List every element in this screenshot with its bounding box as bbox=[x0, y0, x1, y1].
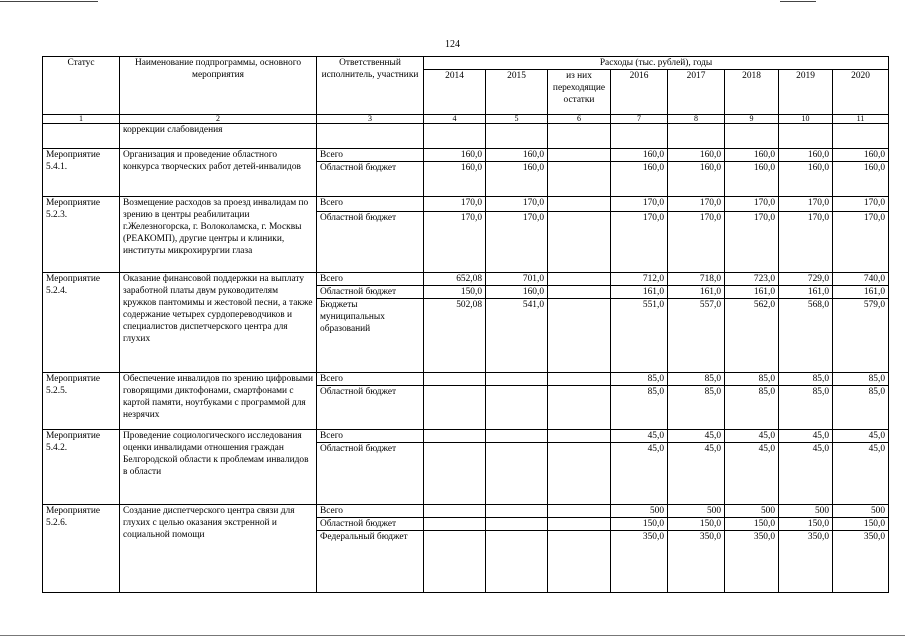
continuation-cell bbox=[611, 124, 668, 149]
header-year: 2020 bbox=[833, 70, 889, 115]
value-cell: 45,0 bbox=[611, 443, 668, 505]
value-cell: 500 bbox=[611, 505, 668, 518]
value-cell bbox=[548, 162, 611, 197]
value-cell bbox=[424, 505, 486, 518]
value-cell: 161,0 bbox=[611, 286, 668, 299]
value-cell: 170,0 bbox=[725, 197, 779, 212]
value-cell: 712,0 bbox=[611, 273, 668, 286]
header-year: 2018 bbox=[725, 70, 779, 115]
value-cell: 85,0 bbox=[725, 373, 779, 386]
value-cell bbox=[548, 430, 611, 443]
value-cell: 500 bbox=[833, 505, 889, 518]
header-year: 2016 bbox=[611, 70, 668, 115]
value-cell: 161,0 bbox=[725, 286, 779, 299]
continuation-row bbox=[43, 124, 889, 149]
column-number: 7 bbox=[611, 115, 668, 124]
value-cell: 500 bbox=[779, 505, 833, 518]
value-cell: 170,0 bbox=[424, 212, 486, 273]
value-cell: 350,0 bbox=[833, 531, 889, 593]
value-cell bbox=[548, 299, 611, 373]
table-row bbox=[43, 273, 889, 286]
page-number: 124 bbox=[445, 39, 460, 50]
row-status: Мероприятие 5.4.2. bbox=[43, 430, 120, 505]
value-cell: 160,0 bbox=[833, 162, 889, 197]
value-cell bbox=[548, 443, 611, 505]
table-row bbox=[43, 149, 889, 162]
value-cell bbox=[424, 430, 486, 443]
value-cell bbox=[486, 443, 548, 505]
row-status: Мероприятие 5.4.1. bbox=[43, 149, 120, 197]
column-number: 10 bbox=[779, 115, 833, 124]
value-cell: 170,0 bbox=[779, 212, 833, 273]
funding-source: Областной бюджет bbox=[317, 386, 424, 430]
continuation-cell bbox=[548, 124, 611, 149]
row-status: Мероприятие 5.2.3. bbox=[43, 197, 120, 273]
value-cell: 170,0 bbox=[668, 212, 725, 273]
column-number: 5 bbox=[486, 115, 548, 124]
value-cell bbox=[548, 518, 611, 531]
header-year: 2019 bbox=[779, 70, 833, 115]
continuation-cell bbox=[779, 124, 833, 149]
row-status: Мероприятие 5.2.6. bbox=[43, 505, 120, 593]
value-cell bbox=[548, 273, 611, 286]
value-cell: 160,0 bbox=[668, 149, 725, 162]
funding-source: Всего bbox=[317, 197, 424, 212]
value-cell bbox=[548, 286, 611, 299]
value-cell: 170,0 bbox=[779, 197, 833, 212]
value-cell: 45,0 bbox=[833, 443, 889, 505]
row-activity-name: Оказание финансовой поддержки на выплату заработной платы двум руководителям кружков пантомимы и жестовой песни, а также содержание четырех сурдопереводчиков и специалистов диспетчерского центра для глухих bbox=[120, 273, 317, 373]
table-row bbox=[43, 505, 889, 518]
value-cell: 160,0 bbox=[725, 149, 779, 162]
continuation-name: коррекции слабовидения bbox=[120, 124, 317, 149]
value-cell: 160,0 bbox=[611, 149, 668, 162]
row-status: Мероприятие 5.2.5. bbox=[43, 373, 120, 430]
continuation-cell bbox=[668, 124, 725, 149]
continuation-cell bbox=[486, 124, 548, 149]
value-cell bbox=[486, 386, 548, 430]
header-year: 2014 bbox=[424, 70, 486, 115]
continuation-status bbox=[43, 124, 120, 149]
value-cell: 170,0 bbox=[833, 212, 889, 273]
value-cell: 350,0 bbox=[725, 531, 779, 593]
value-cell: 160,0 bbox=[486, 286, 548, 299]
value-cell: 551,0 bbox=[611, 299, 668, 373]
value-cell: 85,0 bbox=[779, 386, 833, 430]
value-cell bbox=[424, 373, 486, 386]
value-cell: 150,0 bbox=[779, 518, 833, 531]
scan-artifact-top-left bbox=[0, 1, 98, 2]
column-number: 8 bbox=[668, 115, 725, 124]
value-cell: 85,0 bbox=[611, 386, 668, 430]
funding-source: Областной бюджет bbox=[317, 212, 424, 273]
value-cell: 541,0 bbox=[486, 299, 548, 373]
value-cell: 579,0 bbox=[833, 299, 889, 373]
value-cell: 85,0 bbox=[668, 386, 725, 430]
value-cell: 500 bbox=[668, 505, 725, 518]
row-status: Мероприятие 5.2.4. bbox=[43, 273, 120, 373]
value-cell: 160,0 bbox=[779, 162, 833, 197]
funding-source: Областной бюджет bbox=[317, 162, 424, 197]
value-cell: 150,0 bbox=[424, 286, 486, 299]
value-cell: 45,0 bbox=[668, 443, 725, 505]
column-number-row bbox=[43, 115, 889, 124]
value-cell: 161,0 bbox=[833, 286, 889, 299]
budget-table bbox=[42, 56, 889, 593]
header-year: 2015 bbox=[486, 70, 548, 115]
value-cell: 160,0 bbox=[833, 149, 889, 162]
value-cell: 350,0 bbox=[779, 531, 833, 593]
value-cell bbox=[548, 505, 611, 518]
header-status: Статус bbox=[43, 57, 120, 115]
value-cell: 170,0 bbox=[833, 197, 889, 212]
funding-source: Всего bbox=[317, 373, 424, 386]
funding-source: Всего bbox=[317, 505, 424, 518]
value-cell: 45,0 bbox=[779, 443, 833, 505]
value-cell bbox=[486, 531, 548, 593]
column-number: 11 bbox=[833, 115, 889, 124]
column-number: 2 bbox=[120, 115, 317, 124]
value-cell: 85,0 bbox=[668, 373, 725, 386]
value-cell: 350,0 bbox=[668, 531, 725, 593]
continuation-cell bbox=[725, 124, 779, 149]
value-cell: 170,0 bbox=[668, 197, 725, 212]
value-cell: 502,08 bbox=[424, 299, 486, 373]
value-cell: 718,0 bbox=[668, 273, 725, 286]
value-cell: 350,0 bbox=[611, 531, 668, 593]
value-cell: 45,0 bbox=[779, 430, 833, 443]
value-cell bbox=[486, 430, 548, 443]
value-cell: 161,0 bbox=[779, 286, 833, 299]
value-cell: 160,0 bbox=[486, 149, 548, 162]
value-cell: 45,0 bbox=[725, 430, 779, 443]
value-cell: 85,0 bbox=[725, 386, 779, 430]
scan-artifact-top-right bbox=[780, 1, 816, 2]
value-cell: 85,0 bbox=[611, 373, 668, 386]
value-cell: 160,0 bbox=[668, 162, 725, 197]
value-cell: 45,0 bbox=[668, 430, 725, 443]
row-activity-name: Создание диспетчерского центра связи для глухих с целью оказания экстренной и социальной помощи bbox=[120, 505, 317, 593]
value-cell: 160,0 bbox=[424, 149, 486, 162]
value-cell bbox=[548, 197, 611, 212]
value-cell: 170,0 bbox=[611, 212, 668, 273]
column-number: 3 bbox=[317, 115, 424, 124]
header-expenses: Расходы (тыс. рублей), годы bbox=[424, 57, 889, 70]
value-cell bbox=[548, 212, 611, 273]
value-cell bbox=[548, 531, 611, 593]
value-cell: 170,0 bbox=[486, 197, 548, 212]
row-activity-name: Проведение социологического исследования оценки инвалидами отношения граждан Белгородской области к проблемам инвалидов в области bbox=[120, 430, 317, 505]
table-row bbox=[43, 373, 889, 386]
row-activity-name: Обеспечение инвалидов по зрению цифровыми говорящими диктофонами, смартфонами с картой памяти, ноутбуками с программой для незрячих bbox=[120, 373, 317, 430]
value-cell: 150,0 bbox=[833, 518, 889, 531]
value-cell: 740,0 bbox=[833, 273, 889, 286]
value-cell: 160,0 bbox=[486, 162, 548, 197]
column-number: 4 bbox=[424, 115, 486, 124]
header-executor: Ответственный исполнитель, участники bbox=[317, 57, 424, 115]
value-cell: 170,0 bbox=[611, 197, 668, 212]
value-cell bbox=[548, 149, 611, 162]
funding-source: Областной бюджет bbox=[317, 518, 424, 531]
value-cell: 45,0 bbox=[833, 430, 889, 443]
value-cell: 701,0 bbox=[486, 273, 548, 286]
value-cell bbox=[486, 518, 548, 531]
header-year: 2017 bbox=[668, 70, 725, 115]
funding-source: Всего bbox=[317, 430, 424, 443]
value-cell bbox=[486, 373, 548, 386]
value-cell: 150,0 bbox=[668, 518, 725, 531]
column-number: 6 bbox=[548, 115, 611, 124]
value-cell bbox=[424, 443, 486, 505]
value-cell: 170,0 bbox=[725, 212, 779, 273]
row-activity-name: Организация и проведение областного конкурса творческих работ детей-инвалидов bbox=[120, 149, 317, 197]
value-cell: 150,0 bbox=[611, 518, 668, 531]
value-cell: 45,0 bbox=[611, 430, 668, 443]
value-cell bbox=[424, 531, 486, 593]
value-cell: 729,0 bbox=[779, 273, 833, 286]
value-cell: 85,0 bbox=[833, 373, 889, 386]
value-cell bbox=[424, 518, 486, 531]
funding-source: Федеральный бюджет bbox=[317, 531, 424, 593]
header-name: Наименование подпрограммы, основного мероприятия bbox=[120, 57, 317, 115]
value-cell: 160,0 bbox=[424, 162, 486, 197]
value-cell: 170,0 bbox=[424, 197, 486, 212]
row-activity-name: Возмещение расходов за проезд инвалидам по зрению в центры реабилитации г.Железногорска, г. Волоколамска, г. Москвы (РЕАКОМП), другие центры и клиники, институты микрохирургии глаза bbox=[120, 197, 317, 273]
value-cell: 85,0 bbox=[779, 373, 833, 386]
value-cell: 170,0 bbox=[486, 212, 548, 273]
value-cell bbox=[548, 386, 611, 430]
value-cell: 45,0 bbox=[725, 443, 779, 505]
continuation-cell bbox=[424, 124, 486, 149]
value-cell: 85,0 bbox=[833, 386, 889, 430]
header-year-carryover: из них переходящие остатки bbox=[548, 70, 611, 115]
value-cell: 160,0 bbox=[779, 149, 833, 162]
funding-source: Областной бюджет bbox=[317, 286, 424, 299]
continuation-cell bbox=[317, 124, 424, 149]
value-cell: 160,0 bbox=[611, 162, 668, 197]
value-cell bbox=[486, 505, 548, 518]
value-cell: 723,0 bbox=[725, 273, 779, 286]
value-cell: 161,0 bbox=[668, 286, 725, 299]
column-number: 9 bbox=[725, 115, 779, 124]
funding-source: Областной бюджет bbox=[317, 443, 424, 505]
value-cell: 568,0 bbox=[779, 299, 833, 373]
funding-source: Всего bbox=[317, 149, 424, 162]
table-row bbox=[43, 197, 889, 212]
value-cell: 557,0 bbox=[668, 299, 725, 373]
table-row bbox=[43, 430, 889, 443]
value-cell bbox=[424, 386, 486, 430]
value-cell: 150,0 bbox=[725, 518, 779, 531]
continuation-cell bbox=[833, 124, 889, 149]
funding-source: Бюджеты муниципальных образований bbox=[317, 299, 424, 373]
value-cell: 500 bbox=[725, 505, 779, 518]
funding-source: Всего bbox=[317, 273, 424, 286]
column-number: 1 bbox=[43, 115, 120, 124]
value-cell: 562,0 bbox=[725, 299, 779, 373]
scan-artifact-bottom bbox=[0, 635, 905, 636]
value-cell bbox=[548, 373, 611, 386]
value-cell: 652,08 bbox=[424, 273, 486, 286]
value-cell: 160,0 bbox=[725, 162, 779, 197]
